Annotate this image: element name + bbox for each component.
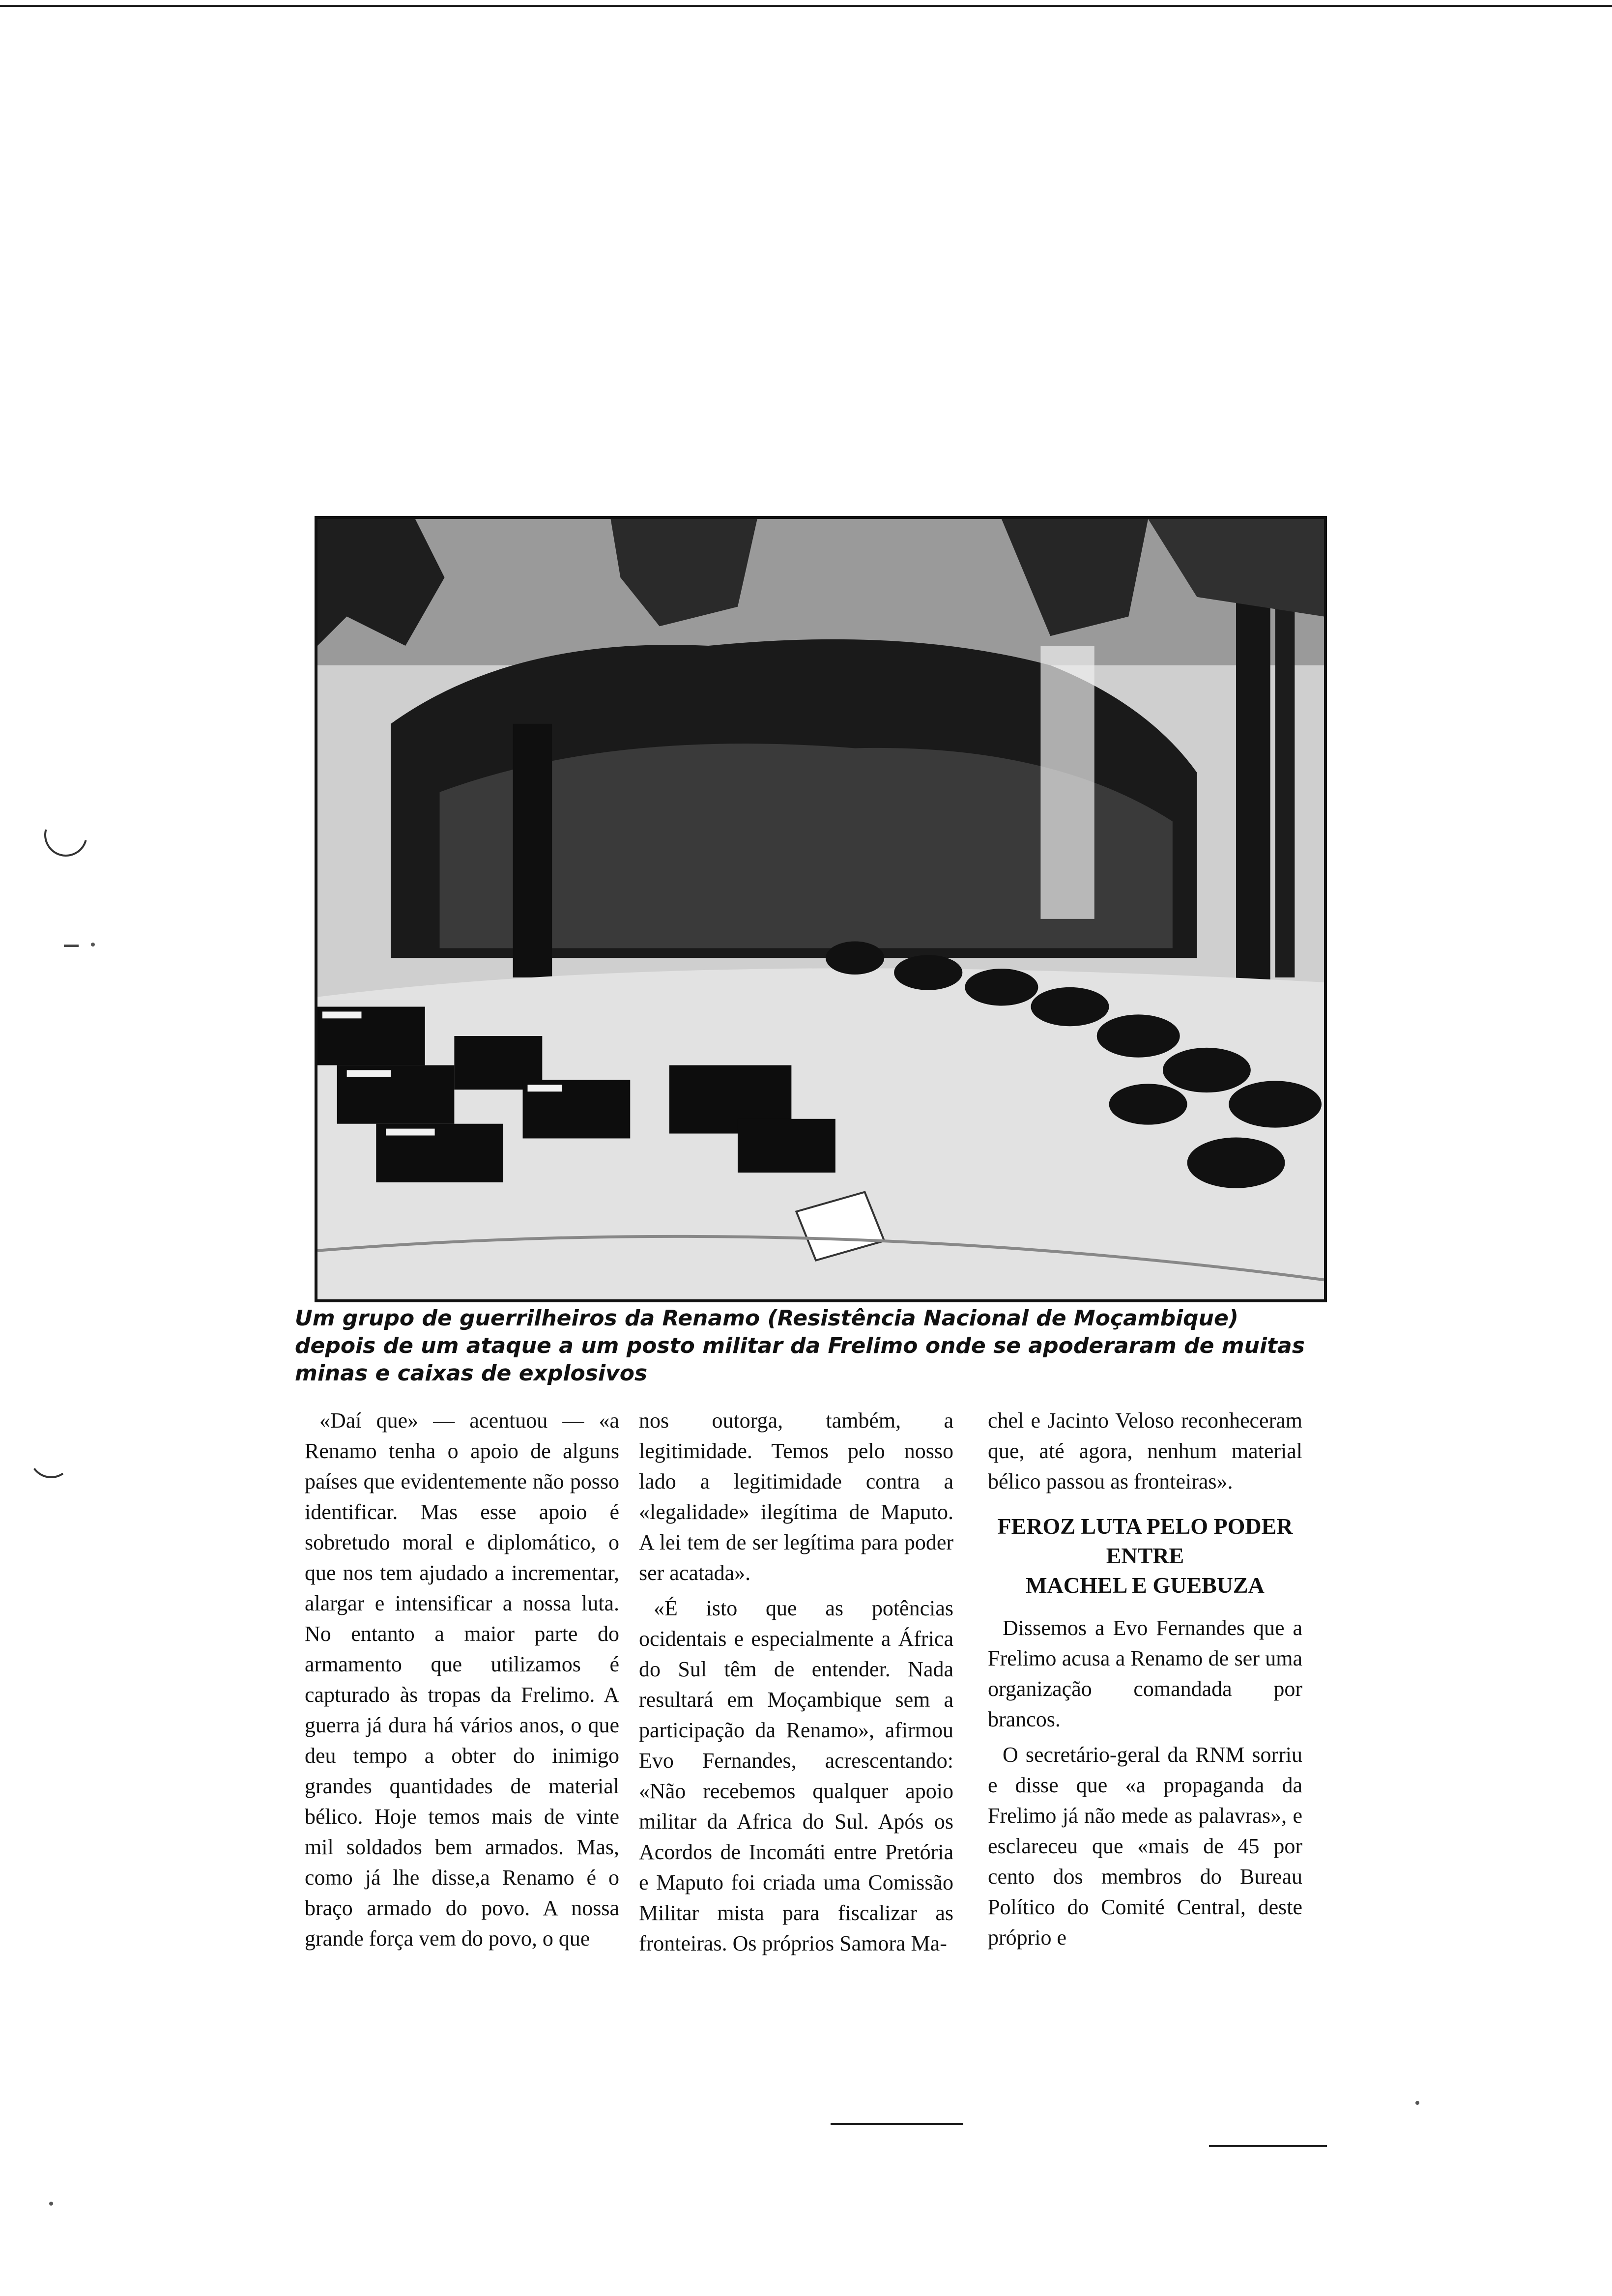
column-end-rule bbox=[831, 2123, 963, 2125]
scan-mark bbox=[26, 1432, 76, 1482]
heading-line: MACHEL E GUEBUZA bbox=[1026, 1573, 1265, 1598]
paragraph: Dissemos a Evo Fernandes que a Frelimo acusa a Renamo de ser uma organização comandada por brancos. bbox=[988, 1616, 1302, 1731]
top-rule bbox=[0, 5, 1612, 7]
photo-caption: Um grupo de guerrilheiros da Renamo (Resistência Nacional de Moçambique) depois de um ataque a um posto militar da Frelimo onde se apoderaram de muitas minas e caixas de explosivos bbox=[295, 1306, 1305, 1386]
article-column-1 bbox=[305, 1406, 619, 1959]
scan-mark-dot bbox=[1415, 2101, 1419, 2105]
paragraph: O secretário-geral da RNM sorriu e disse que «a propaganda da Frelimo já não mede as palavras», e esclareceu que «mais de 45 por cento dos membros do Bureau Político do Comité Central, deste próprio e bbox=[988, 1743, 1302, 1950]
heading-line: FEROZ LUTA PELO PODER bbox=[997, 1514, 1293, 1539]
paragraph: nos outorga, também, a legitimidade. Temos pelo nosso lado a legitimidade contra a «legalidade» ilegítima de Maputo. A lei tem de ser legítima para poder ser acatada». bbox=[639, 1408, 953, 1585]
section-heading bbox=[988, 1512, 1302, 1600]
scan-mark-dot bbox=[91, 943, 95, 947]
scan-mark-dot bbox=[49, 2202, 53, 2206]
paragraph: «É isto que as potências ocidentais e especialmente a África do Sul têm de entender. Nada resultará em Moçambique sem a participação da Renamo», afirmou Evo Fernandes, acrescentando: «Não recebemos qualquer apoio militar da Africa do Sul. Após os Acordos de Incomáti entre Pretória e Maputo foi criada uma Comissão Militar mista para fiscalizar as fronteiras. Os próprios Samora Ma- bbox=[639, 1596, 953, 1955]
article-column-2 bbox=[639, 1406, 953, 1964]
scan-mark-dash bbox=[64, 945, 79, 947]
heading-line: ENTRE bbox=[1106, 1543, 1184, 1568]
paragraph: «Daí que» — acentuou — «a Renamo tenha o apoio de alguns países que evidentemente não posso identificar. Mas esse apoio é sobretudo moral e diplomático, o que nos tem ajudado a incrementar, alargar e intensificar a nossa luta. No entanto a maior parte do armamento que utilizamos é capturado às tropas da Frelimo. A guerra já dura há vários anos, o que deu tempo a obter do inimigo grandes quantidades de material bélico. Hoje temos mais de vinte mil soldados bem armados. Mas, como já lhe disse,a Renamo é o braço armado do povo. A nossa grande força vem do povo, o que bbox=[305, 1408, 619, 1951]
paragraph: chel e Jacinto Veloso reconheceram que, até agora, nenhum material bélico passou as fronteiras». bbox=[988, 1408, 1302, 1493]
photo-illustration bbox=[317, 519, 1324, 1299]
column-end-rule bbox=[1209, 2145, 1327, 2147]
news-photo bbox=[315, 516, 1327, 1302]
scan-mark bbox=[36, 805, 95, 864]
article-column-3 bbox=[988, 1406, 1302, 1958]
